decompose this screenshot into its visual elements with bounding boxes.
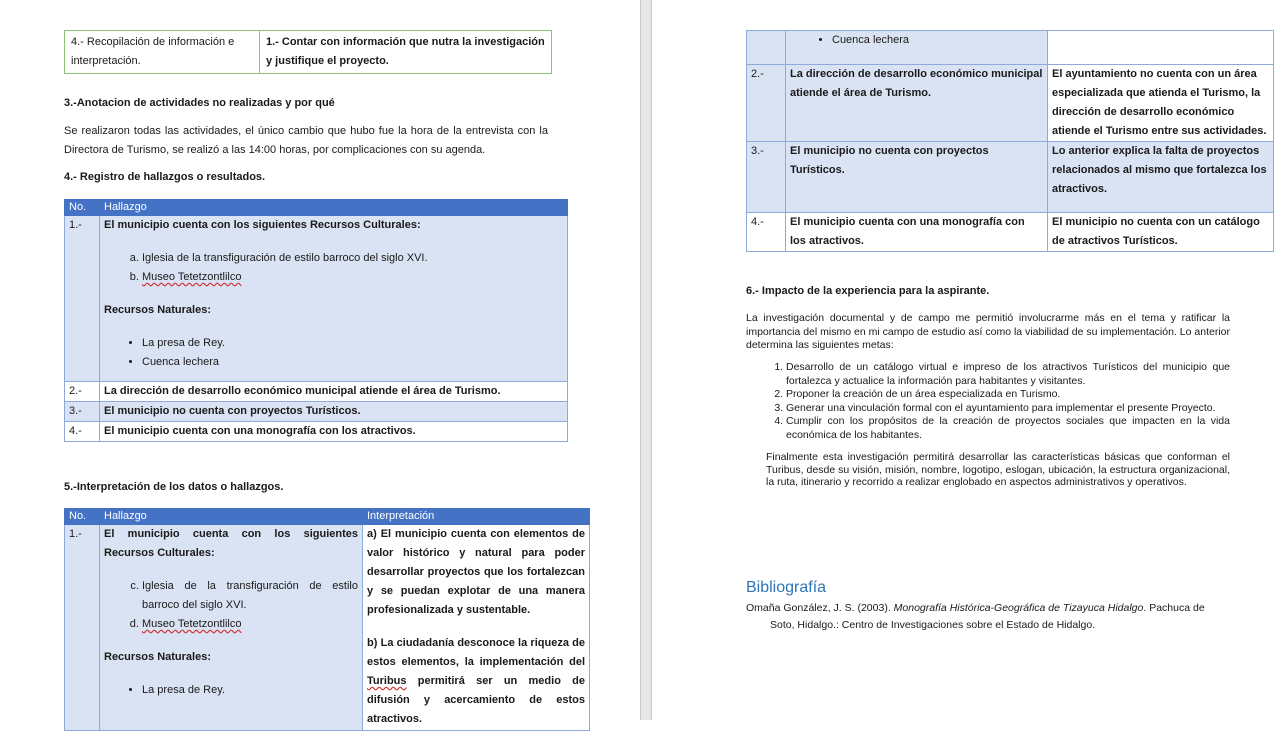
natural-list (104, 334, 563, 372)
findings-header-row (65, 200, 568, 216)
row-content: La dirección de desarrollo económico municipal atiende el área de Turismo. (100, 382, 568, 402)
header-no: No. (65, 509, 100, 525)
header-no: No. (65, 200, 100, 216)
cultural-title: El municipio cuenta con los siguientes Recursos Culturales: (104, 528, 358, 559)
row-number: 3.- (65, 402, 100, 422)
table-row (65, 402, 568, 422)
table-row (65, 216, 568, 382)
bib-rest: . Pachuca de Soto, Hidalgo.: Centro de Investigaciones sobre el Estado de Hidalgo. (770, 602, 1205, 631)
natural-title: Recursos Naturales: (104, 651, 211, 663)
list-item: c. Iglesia de la transfiguración de estilo barroco del siglo XVI. (142, 577, 358, 615)
list-item: a. Iglesia de la transfiguración de estilo barroco del siglo XVI. (142, 249, 563, 268)
bibliography-heading: Bibliografía (746, 579, 827, 596)
list-item: • La presa de Rey. (142, 334, 563, 353)
row-number: 1.- (65, 216, 100, 382)
list-item: • La presa de Rey. (142, 681, 358, 700)
list-item (142, 268, 563, 287)
row-number: 3.- (747, 142, 786, 213)
section3-heading: 3.-Anotacion de actividades no realizadas y por qué (64, 97, 335, 109)
row-interpretation: El ayuntamiento no cuenta con un área especializada que atienda el Turismo, la dirección de desarrollo económico atiende el Turismo entre sus actividades. (1048, 65, 1274, 142)
list-item (142, 615, 358, 634)
bib-author: Omaña González, J. S. (2003). (746, 602, 894, 614)
row-hallazgo (100, 525, 363, 731)
table-row (65, 422, 568, 442)
cultural-title: El municipio cuenta con los siguientes Recursos Culturales: (104, 219, 421, 231)
natural-list (104, 681, 358, 700)
cultural-list (104, 577, 358, 634)
page-separator (640, 0, 652, 720)
activities-table (64, 30, 552, 74)
list-item: 4. Cumplir con los propósitos de la creación de proyectos sociales que impacten en la vida económica de los habitantes. (786, 415, 1230, 442)
section3-text: Se realizaron todas las actividades, el único cambio que hubo fue la hora de la entrevista con la Directora de Turismo, se realizó a las 14:00 horas, por complicaciones con su agenda. (64, 125, 548, 156)
interp-b: b) La ciudadanía desconoce la riqueza de estos elementos, la implementación del Turibus permitirá ser un medio de difusión y acercamiento de estos atractivos. (367, 637, 585, 725)
activity-cell: 4.- Recopilación de información e interpretación. (65, 31, 260, 74)
list-item: 1. Desarrollo de un catálogo virtual e impreso de los atractivos Turísticos del municipio que fortalezca y actualice la información para habitantes y visitantes. (786, 361, 1230, 388)
row-hallazgo: El municipio no cuenta con proyectos Turísticos. (786, 142, 1048, 213)
cultural-list (104, 249, 563, 287)
final-text: Finalmente esta investigación permitirá desarrollar las características básicas que conforman el Turibus, desde su visión, misión, nombre, logotipo, eslogan, ubicación, la estructura organizacional, la ruta, itinerario y recorrido a realizar englobado en aspectos administrativos y operativos. (766, 451, 1230, 488)
section4-heading: 4.- Registro de hallazgos o resultados. (64, 171, 266, 183)
row-interpretation: El municipio no cuenta con un catálogo de atractivos Turísticos. (1048, 213, 1274, 252)
row-content (100, 216, 568, 382)
section6-text: La investigación documental y de campo me permitió involucrarme más en el tema y ratificar la importancia del mismo en mi campo de estudio así como la viabilidad de su implementación. Lo anterior determina las siguientes metas: (746, 312, 1230, 351)
findings-table (64, 199, 568, 442)
right-page (652, 0, 1280, 720)
natural-list (790, 31, 1043, 50)
metas-block (746, 361, 1230, 442)
interp-a: a) El municipio cuenta con elementos de valor histórico y natural para poder desarrollar proyectos que los fortalezcan y se puedan explotar de una manera profesionalizada y sustentable. (367, 528, 585, 616)
interp-header-row (65, 509, 590, 525)
table-row (747, 142, 1274, 213)
museum-name: Museo Tetetzontlilco (142, 271, 242, 283)
table-row (747, 65, 1274, 142)
row-hallazgo: El municipio cuenta con una monografía con los atractivos. (786, 213, 1048, 252)
table-row (747, 213, 1274, 252)
left-page (0, 0, 640, 725)
row-interpretation (363, 525, 590, 731)
row-hallazgo (786, 31, 1048, 65)
header-interpretacion: Interpretación (363, 509, 590, 525)
row-number: 1.- (65, 525, 100, 731)
list-item: 3. Generar una vinculación formal con el ayuntamiento para implementar el presente Proyecto. (786, 402, 1230, 416)
row-hallazgo: La dirección de desarrollo económico municipal atiende el área de Turismo. (786, 65, 1048, 142)
row-number: 4.- (747, 213, 786, 252)
row-number: 4.- (65, 422, 100, 442)
table-row (747, 31, 1274, 65)
row-content: El municipio no cuenta con proyectos Turísticos. (100, 402, 568, 422)
interpretation-table-continued (746, 30, 1274, 252)
objective-cell: 1.- Contar con información que nutra la investigación y justifique el proyecto. (260, 31, 552, 74)
row-content: El municipio cuenta con una monografía con los atractivos. (100, 422, 568, 442)
interpretation-table (64, 508, 590, 731)
list-item: 2. Proponer la creación de un área especializada en Turismo. (786, 388, 1230, 402)
row-interpretation: Lo anterior explica la falta de proyectos relacionados al mismo que fortalezca los atractivos. (1048, 142, 1274, 213)
list-item: • Cuenca lechera (142, 353, 563, 372)
bib-title: Monografía Histórica-Geográfica de Tizayuca Hidalgo (893, 602, 1144, 614)
bibliography-entry (746, 600, 1226, 634)
museum-name: Museo Tetetzontlilco (142, 618, 242, 630)
header-hallazgo: Hallazgo (100, 200, 568, 216)
row-number: 2.- (65, 382, 100, 402)
metas-list (746, 361, 1230, 442)
row-number: 2.- (747, 65, 786, 142)
section5-heading: 5.-Interpretación de los datos o hallazgos. (64, 481, 284, 493)
header-hallazgo: Hallazgo (100, 509, 363, 525)
table-row (65, 525, 590, 731)
natural-title: Recursos Naturales: (104, 304, 211, 316)
section6-heading: 6.- Impacto de la experiencia para la aspirante. (746, 285, 990, 297)
list-item: • Cuenca lechera (832, 31, 1043, 50)
table-row (65, 382, 568, 402)
